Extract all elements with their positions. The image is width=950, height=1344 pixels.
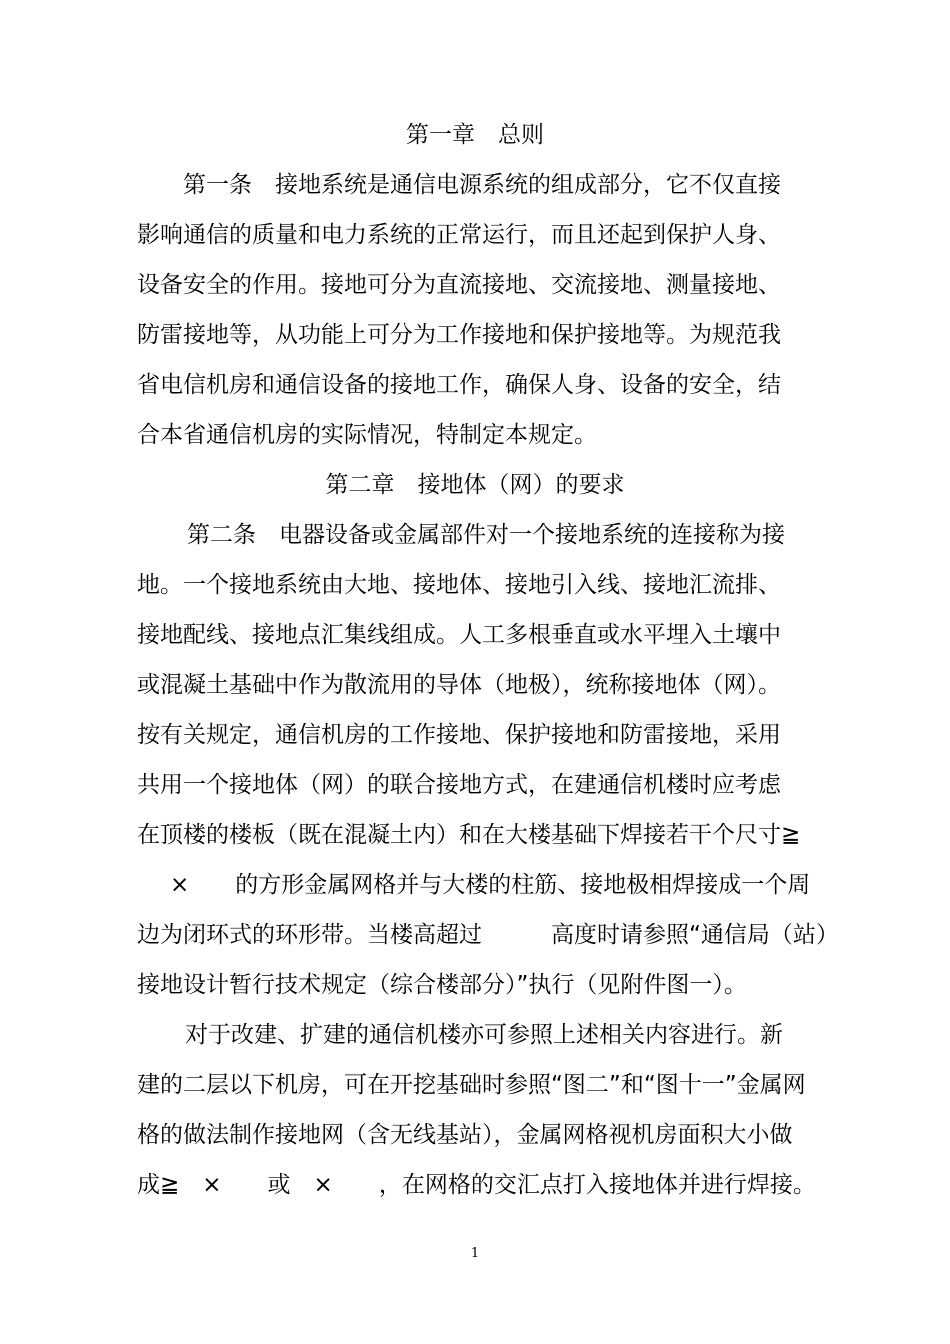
article-2-line-8: × 的方形金属网格并与大楼的柱筋、接地极相焊接成一个周 xyxy=(170,872,811,898)
article-1-line-6: 合本省通信机房的实际情况，特制定本规定。 xyxy=(137,422,597,448)
article-2-line-3: 接地配线、接地点汇集线组成。人工多根垂直或水平埋入土壤中 xyxy=(137,622,781,648)
article-2-line-10: 接地设计暂行技术规定（综合楼部分）”执行（见附件图一）。 xyxy=(137,972,747,998)
article-1-line-1: 第一条 接地系统是通信电源系统的组成部分，它不仅直接 xyxy=(183,172,781,198)
chapter-2-title: 第二章 接地体（网）的要求 xyxy=(325,472,625,498)
article-1-line-4: 防雷接地等，从功能上可分为工作接地和保护接地等。为规范我 xyxy=(137,322,781,348)
page-number: 1 xyxy=(470,1246,480,1261)
article-2-line-9: 边为闭环式的环形带。当楼高超过 高度时请参照“通信局（站） xyxy=(137,922,839,948)
chapter-1-title: 第一章 总则 xyxy=(406,122,544,148)
article-2-line-4: 或混凝土基础中作为散流用的导体（地极），统称接地体（网）。 xyxy=(137,672,781,698)
paragraph-3-line-3: 格的做法制作接地网（含无线基站），金属网格视机房面积大小做 xyxy=(137,1122,793,1148)
paragraph-3-line-4: 成≧ × 或 × ，在网格的交汇点打入接地体并进行焊接。 xyxy=(137,1172,816,1198)
article-1-line-2: 影响通信的质量和电力系统的正常运行，而且还起到保护人身、 xyxy=(137,222,781,248)
paragraph-3-line-2: 建的二层以下机房，可在开挖基础时参照“图二”和“图十一”金属网 xyxy=(137,1072,806,1098)
article-2-line-7: 在顶楼的楼板（既在混凝土内）和在大楼基础下焊接若干个尺寸≧ xyxy=(137,822,801,848)
article-2-line-6: 共用一个接地体（网）的联合接地方式，在建通信机楼时应考虑 xyxy=(137,772,781,798)
article-2-line-1: 第二条 电器设备或金属部件对一个接地系统的连接称为接 xyxy=(187,522,785,548)
article-2-line-5: 按有关规定，通信机房的工作接地、保护接地和防雷接地，采用 xyxy=(137,722,781,748)
paragraph-3-line-1: 对于改建、扩建的通信机楼亦可参照上述相关内容进行。新 xyxy=(185,1022,783,1048)
article-2-line-2: 地。一个接地系统由大地、接地体、接地引入线、接地汇流排、 xyxy=(137,572,781,598)
article-1-line-5: 省电信机房和通信设备的接地工作，确保人身、设备的安全，结 xyxy=(137,372,781,398)
article-1-line-3: 设备安全的作用。接地可分为直流接地、交流接地、测量接地、 xyxy=(137,272,781,298)
